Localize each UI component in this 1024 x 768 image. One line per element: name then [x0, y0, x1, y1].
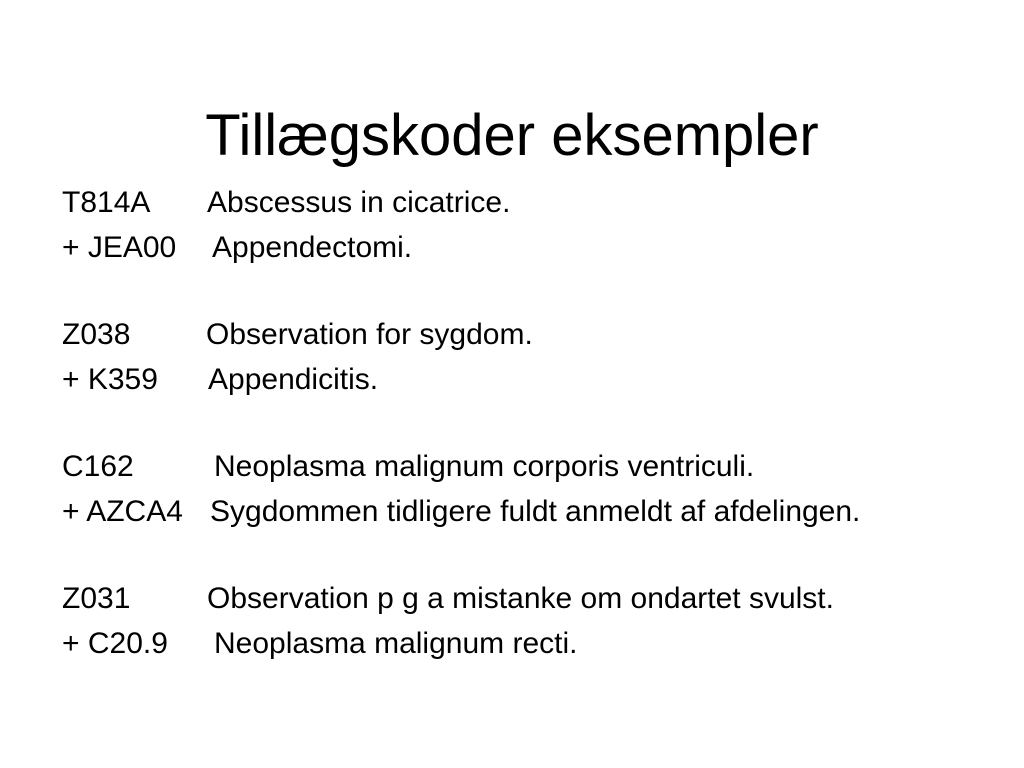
code-description: Neoplasma malignum recti. [214, 627, 578, 660]
code-line [62, 444, 1002, 489]
slide-body [62, 180, 1002, 708]
code-line [62, 225, 1002, 270]
primary-code: Z031 [62, 582, 131, 615]
code-line [62, 357, 1002, 402]
code-description: Neoplasma malignum corporis ventriculi. [214, 450, 755, 483]
additional-code: + JEA00 [62, 231, 177, 264]
primary-code: T814A [62, 186, 151, 219]
primary-code: C162 [62, 450, 134, 483]
code-description: Observation p g a mistanke om ondartet svulst. [207, 582, 834, 615]
code-description: Abscessus in cicatrice. [207, 186, 511, 219]
code-line [62, 489, 1002, 534]
code-description: Appendicitis. [208, 363, 379, 396]
primary-code: Z038 [62, 318, 131, 351]
code-line [62, 621, 1002, 666]
additional-code: + AZCA4 [62, 495, 183, 528]
code-description: Sygdommen tidligere fuldt anmeldt af afdelingen. [210, 495, 861, 528]
code-description: Observation for sygdom. [206, 318, 533, 351]
code-line [62, 576, 1002, 621]
code-group-3 [62, 444, 1002, 534]
code-description: Appendectomi. [212, 231, 413, 264]
additional-code: + K359 [62, 363, 158, 396]
code-line [62, 180, 1002, 225]
code-group-4 [62, 576, 1002, 666]
code-line [62, 312, 1002, 357]
code-group-2 [62, 312, 1002, 402]
additional-code: + C20.9 [62, 627, 168, 660]
code-group-1 [62, 180, 1002, 270]
slide-title: Tillægskoder eksempler [205, 102, 819, 168]
